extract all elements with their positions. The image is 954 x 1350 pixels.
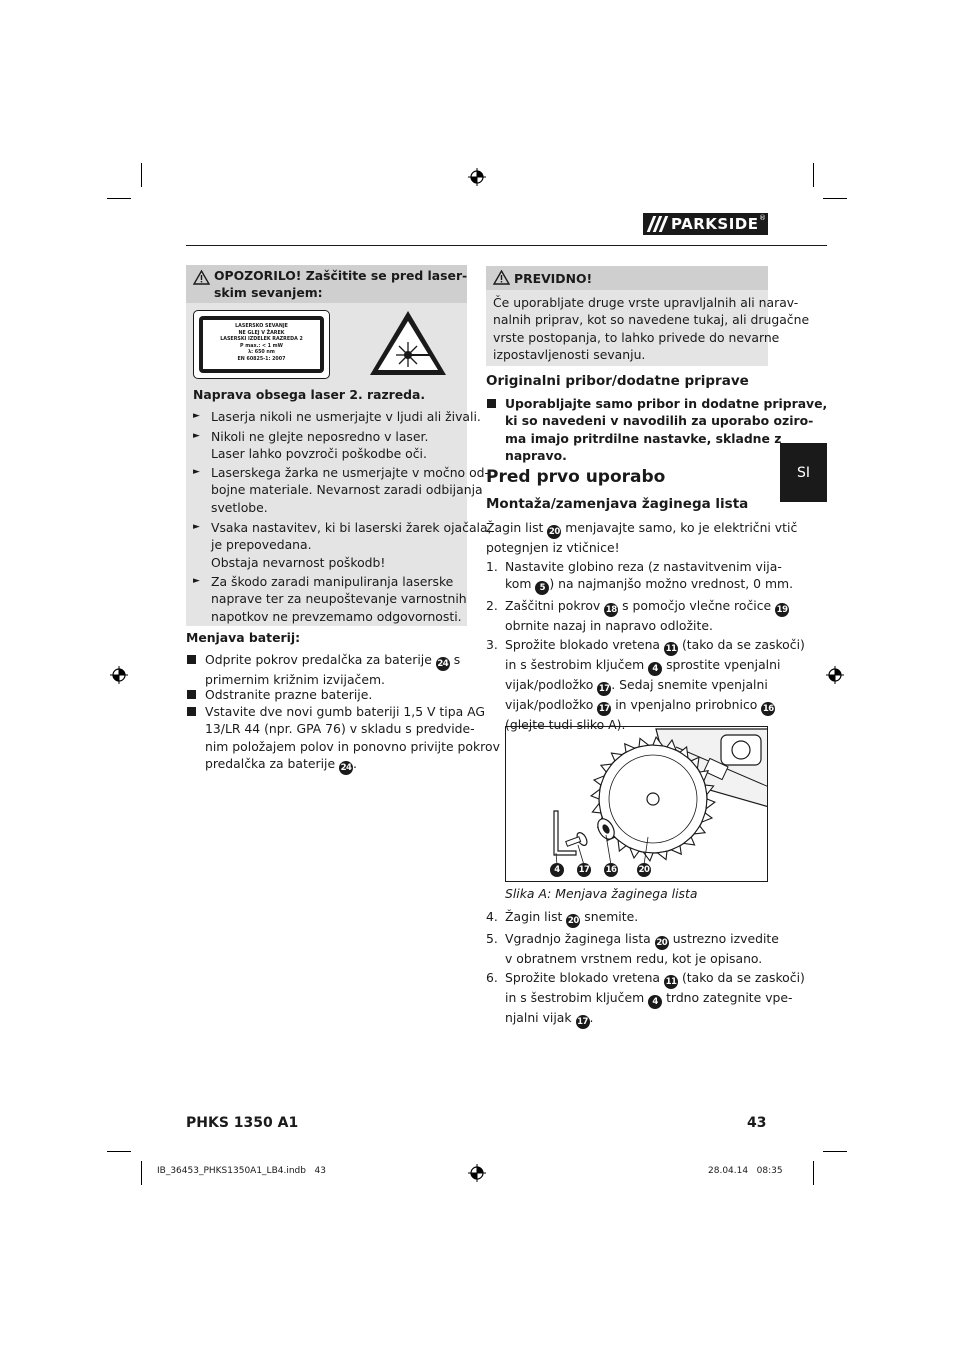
header-rule — [186, 245, 827, 246]
arrow-bullet-icon: ► — [193, 576, 200, 586]
square-bullet-icon — [187, 655, 196, 664]
arrow-bullet-icon: ► — [193, 411, 200, 421]
file-info: IB_36453_PHKS1350A1_LB4.indb 43 — [157, 1166, 326, 1176]
warning-triangle-icon — [193, 270, 210, 285]
crop-mark — [813, 163, 814, 187]
step-number: 1. — [486, 559, 498, 574]
laser-label: LASERSKO SEVANJE NE GLEJ V ŽAREK LASERSKI IZDELEK RAZREDA 2 P max.: < 1 mW λ: 650 nm EN 60825-1: 2007 — [193, 310, 330, 379]
battery-step-1: Odprite pokrov predalčka za baterije 24 s primernim križnim izvijačem. — [205, 652, 461, 687]
caution-title: PREVIDNO! — [514, 271, 593, 286]
step-number: 5. — [486, 931, 498, 946]
step-4: Žagin list 20 snemite. — [505, 909, 639, 926]
laser-class-text: Naprava obsega laser 2. razreda. — [193, 387, 426, 402]
step-2: Zaščitni pokrov 18 s pomočjo vlečne ročice 19 obrnite nazaj in napravo odložite. — [505, 598, 788, 633]
crop-mark — [107, 198, 131, 199]
crop-mark — [141, 1161, 142, 1185]
figure-label: 4 — [550, 863, 564, 877]
step-1: Nastavite globino reza (z nastavitvenim vija- kom 5 ) na najmanjšo možno vrednost, 0 mm. — [505, 559, 794, 594]
step-6: Sprožite blokado vretena 11 (tako da se zaskoči) in s šestrobim ključem 4 trdno zategnite vpe- njalni vijak 17 . — [505, 970, 805, 1027]
registration-mark-icon — [468, 1164, 486, 1182]
figure-caption: Slika A: Menjava žaginega lista — [505, 886, 698, 901]
saw-tooth — [639, 738, 649, 746]
laser-bullet-2: Nikoli ne glejte neposredno v laser. Laser lahko povzroči poškodbe oči. — [211, 429, 429, 462]
warning-triangle-icon — [493, 270, 510, 285]
figure-a — [505, 726, 768, 882]
registration-mark-icon — [110, 666, 128, 684]
step-3: Sprožite blokado vretena 11 (tako da se zaskoči) in s šestrobim ključem 4 sprostite vpenjalni vijak/podložko 17 . Sedaj snemite vpenjalni vijak/podložko 17 in vpenjalno prirobnico 16 (glejte tudi sliko A). — [505, 637, 805, 732]
saw-blade-illustration — [506, 727, 768, 882]
intro-text: Žagin list 20 menjavajte samo, ko je električni vtič potegnjen iz vtičnice! — [486, 520, 798, 555]
square-bullet-icon — [487, 399, 496, 408]
registration-mark-icon — [468, 168, 486, 186]
crop-mark — [141, 163, 142, 187]
step-5: Vgradnjo žaginega lista 20 ustrezno izvedite v obratnem vrstnem redu, kot je opisano. — [505, 931, 779, 966]
model-name: PHKS 1350 A1 — [186, 1115, 299, 1131]
crop-mark — [107, 1151, 131, 1152]
battery-title: Menjava baterij: — [186, 630, 301, 645]
figure-label: 20 — [638, 865, 650, 875]
step-number: 2. — [486, 598, 498, 613]
brand-name: PARKSIDE — [671, 215, 759, 233]
section-title: Pred prvo uporabo — [486, 467, 666, 487]
arrow-bullet-icon: ► — [193, 522, 200, 532]
laser-bullet-3: Laserskega žarka ne usmerjajte v močno od- bojne materiale. Nevarnost zaradi odbijanja svetlobe. — [211, 465, 489, 515]
language-tab: SI — [780, 443, 827, 502]
accessories-title: Originalni pribor/dodatne priprave — [486, 373, 749, 389]
laser-bullet-1: Laserja nikoli ne usmerjajte v ljudi ali živali. — [211, 409, 481, 424]
saw-tooth — [657, 851, 667, 859]
arrow-bullet-icon: ► — [193, 467, 200, 477]
figure-label: 16 — [605, 865, 617, 875]
registration-mark-icon — [826, 666, 844, 684]
saw-tooth — [592, 803, 600, 813]
step-number: 4. — [486, 909, 498, 924]
step-number: 3. — [486, 637, 498, 652]
crop-mark — [823, 198, 847, 199]
figure-label: 17 — [578, 865, 590, 875]
step-number: 6. — [486, 970, 498, 985]
arrow-bullet-icon: ► — [193, 431, 200, 441]
page-number: 43 — [747, 1115, 767, 1131]
subsection-title: Montaža/zamenjava žaginega lista — [486, 496, 749, 512]
laser-bullet-4: Vsaka nastavitev, ki bi laserski žarek ojačala, je prepovedana. Obstaja nevarnost poškodb! — [211, 520, 492, 570]
print-date: 28.04.14 08:35 — [708, 1166, 783, 1176]
square-bullet-icon — [187, 690, 196, 699]
laser-warning-title: OPOZORILO! Zaščitite se pred laser- skim sevanjem: — [214, 268, 468, 301]
crop-mark — [823, 1151, 847, 1152]
crop-mark — [813, 1161, 814, 1185]
battery-step-2: Odstranite prazne baterije. — [205, 687, 373, 702]
logo-slashes-icon — [643, 213, 671, 235]
square-bullet-icon — [187, 707, 196, 716]
caution-text: Če uporabljate druge vrste upravljalnih ali narav- nalnih priprav, kot so navedene tukaj, ali drugačne vrste postopanja, to lahko privede do nevarne izpostavljenosti sevanju. — [493, 295, 810, 363]
laser-bullet-5: Za škodo zaradi manipuliranja laserske naprave ter za neupoštevanje varnostnih napotkov ne prevzemamo odgovornosti. — [211, 574, 467, 624]
battery-step-3: Vstavite dve novi gumb bateriji 1,5 V tipa AG 13/LR 44 (npr. GPA 76) v skladu s predvide- nim položajem polov in ponovno privijte pokrov predalčka za baterije 24 . — [205, 704, 500, 774]
accessories-text: Uporabljajte samo pribor in dodatne priprave, ki so navedeni v navodilih za uporabo oziro- ma imajo pritrdilne nastavke, skladne z napravo. — [505, 396, 828, 464]
saw-tooth — [591, 789, 600, 799]
saw-tooth — [706, 799, 715, 809]
parkside-logo: PARKSIDE ® — [643, 213, 768, 235]
laser-hazard-icon — [367, 308, 449, 378]
